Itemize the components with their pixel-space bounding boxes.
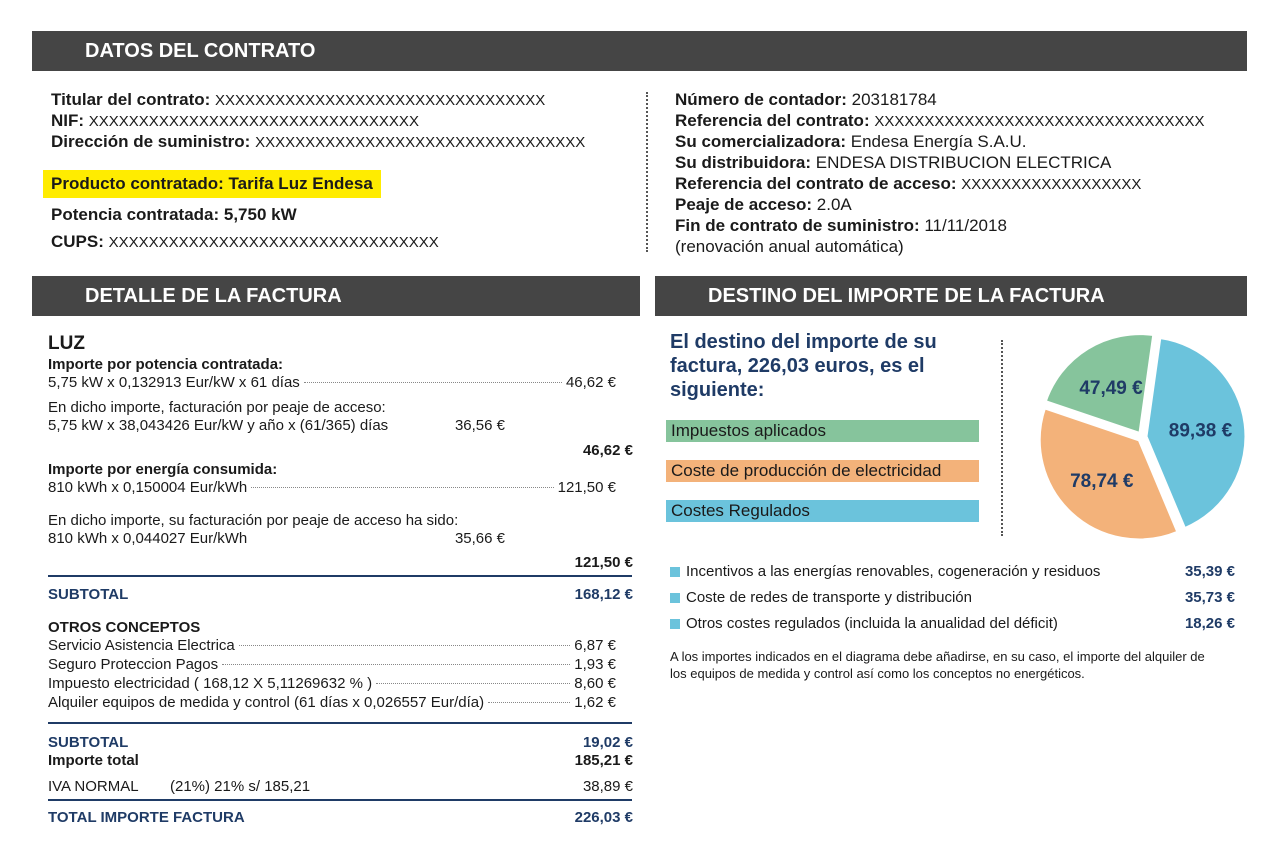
energia-title: Importe por energía consumida:: [48, 461, 278, 478]
distribuidora-label: Su distribuidora:: [675, 153, 811, 172]
legend-impuestos: [666, 420, 979, 442]
contract-header: [32, 31, 1247, 71]
peaje-value: 2.0A: [816, 195, 852, 214]
leader-dots: [488, 702, 570, 703]
distribuidora-value: ENDESA DISTRIBUCION ELECTRICA: [815, 153, 1112, 172]
leader-dots: [251, 487, 553, 488]
importe-total-value: 185,21 €: [574, 752, 633, 769]
peaje-row: [675, 194, 852, 215]
fin-row: [675, 215, 1007, 236]
peaje-en-line: 810 kWh x 0,044027 Eur/kWh: [48, 530, 248, 547]
iva-value: 38,89 €: [582, 778, 633, 795]
potencia-total: 46,62 €: [582, 442, 633, 459]
nif-value: XXXXXXXXXXXXXXXXXXXXXXXXXXXXXXXXX: [88, 113, 419, 130]
detail-amount: 35,73 €: [1184, 589, 1235, 606]
leader-dots: [304, 382, 562, 383]
fin-value: 11/11/2018: [924, 216, 1007, 235]
destino-header-title: DESTINO DEL IMPORTE DE LA FACTURA: [708, 284, 1105, 307]
bullet-square-icon: [670, 567, 680, 577]
referencia-label: Referencia del contrato:: [675, 111, 870, 130]
potencia-text: Potencia contratada: 5,750 kW: [51, 205, 297, 224]
potencia-line: [48, 373, 616, 392]
direccion-label: Dirección de suministro:: [51, 132, 251, 151]
otros-row-label: Alquiler equipos de medida y control (61 días x 0,026557 Eur/día): [48, 694, 485, 711]
cups-row: [51, 231, 439, 253]
energia-line: [48, 478, 616, 497]
divider: [48, 722, 632, 724]
otros-row-label: Servicio Asistencia Electrica: [48, 637, 235, 654]
pie-value-label: 89,38 €: [1168, 420, 1233, 442]
renovacion-text: (renovación anual automática): [675, 237, 904, 256]
fin-label: Fin de contrato de suministro:: [675, 216, 920, 235]
contract-divider: [646, 92, 648, 252]
pie-value-label: 47,49 €: [1079, 377, 1143, 399]
leader-dots: [222, 664, 570, 665]
otros-row: [48, 674, 616, 693]
producto-text: Producto contratado: Tarifa Luz Endesa: [51, 174, 373, 193]
direccion-row: [51, 131, 585, 153]
energia-line-amount: 121,50 €: [557, 479, 616, 496]
pie-value-label: 78,74 €: [1070, 471, 1134, 493]
destino-note: A los importes indicados en el diagrama debe añadirse, en su caso, el importe del alquiler de los equipos de medida y control así como los conceptos no energéticos.: [670, 649, 1205, 681]
direccion-value: XXXXXXXXXXXXXXXXXXXXXXXXXXXXXXXXX: [255, 134, 586, 151]
leader-dots: [376, 683, 570, 684]
renovacion-row: [675, 236, 904, 257]
titular-label: Titular del contrato:: [51, 90, 211, 109]
detail-amount: 35,39 €: [1184, 563, 1235, 580]
legend-impuestos-label: Impuestos aplicados: [671, 421, 826, 440]
bullet-square-icon: [670, 593, 680, 603]
subtotal1-label: SUBTOTAL: [48, 586, 129, 603]
peaje-en-intro: En dicho importe, su facturación por peaje de acceso ha sido:: [48, 512, 459, 529]
otros-row: [48, 693, 616, 712]
detalle-header: [32, 276, 640, 316]
total-label: TOTAL IMPORTE FACTURA: [48, 809, 245, 826]
potencia-row: [51, 204, 297, 225]
pie-chart: [1030, 325, 1254, 549]
subtotal2-label: SUBTOTAL: [48, 734, 129, 751]
potencia-line-amount: 46,62 €: [565, 374, 616, 391]
iva-detail: (21%) 21% s/ 185,21: [170, 778, 311, 795]
titular-value: XXXXXXXXXXXXXXXXXXXXXXXXXXXXXXXXX: [215, 92, 546, 109]
nif-label: NIF:: [51, 111, 85, 130]
ref-acceso-value: XXXXXXXXXXXXXXXXXX: [961, 176, 1142, 193]
legend-regulados-label: Costes Regulados: [671, 501, 810, 520]
otros-row-label: Impuesto electricidad ( 168,12 X 5,11269632 % ): [48, 675, 373, 692]
destino-intro: El destino del importe de su factura, 226,03 euros, es el siguiente:: [670, 331, 937, 401]
comercializadora-value: Endesa Energía S.A.U.: [850, 132, 1027, 151]
comercializadora-label: Su comercializadora:: [675, 132, 847, 151]
referencia-value: XXXXXXXXXXXXXXXXXXXXXXXXXXXXXXXXX: [874, 113, 1205, 130]
otros-row-amount: 1,62 €: [574, 694, 616, 711]
referencia-row: [675, 110, 1205, 132]
comercializadora-row: [675, 131, 1027, 152]
detail-label: Incentivos a las energías renovables, cogeneración y residuos: [686, 563, 1101, 580]
distribuidora-row: [675, 152, 1111, 173]
subtotal2-value: 19,02 €: [582, 734, 633, 751]
detalle-header-title: DETALLE DE LA FACTURA: [85, 284, 342, 307]
divider: [48, 799, 632, 801]
legend-produccion: [666, 460, 979, 482]
otros-row: [48, 636, 616, 655]
destino-header: [655, 276, 1247, 316]
leader-dots: [239, 645, 571, 646]
detail-label: Otros costes regulados (incluida la anualidad del déficit): [686, 615, 1058, 632]
importe-total-label: Importe total: [48, 752, 139, 769]
contador-row: [675, 89, 937, 110]
peaje-pot-line: 5,75 kW x 38,043426 Eur/kW y año x (61/365) días: [48, 417, 389, 434]
cups-label: CUPS:: [51, 232, 104, 251]
nif-row: [51, 110, 419, 132]
detail-label: Coste de redes de transporte y distribución: [686, 589, 972, 606]
divider: [48, 575, 632, 577]
contador-value: 203181784: [851, 90, 937, 109]
peaje-pot-amount: 36,56 €: [454, 417, 505, 434]
iva-label: IVA NORMAL: [48, 778, 139, 795]
peaje-en-amount: 35,66 €: [454, 530, 505, 547]
peaje-label: Peaje de acceso:: [675, 195, 813, 214]
potencia-title: Importe por potencia contratada:: [48, 356, 284, 373]
legend-produccion-label: Coste de producción de electricidad: [671, 461, 942, 480]
cups-value: XXXXXXXXXXXXXXXXXXXXXXXXXXXXXXXXX: [108, 234, 439, 251]
destino-divider: [1001, 340, 1003, 536]
legend-regulados: [666, 500, 979, 522]
ref-acceso-row: [675, 173, 1141, 195]
total-value: 226,03 €: [574, 809, 633, 826]
subtotal1-value: 168,12 €: [574, 586, 633, 603]
energia-line-label: 810 kWh x 0,150004 Eur/kWh: [48, 479, 248, 496]
otros-row-label: Seguro Proteccion Pagos: [48, 656, 219, 673]
otros-row-amount: 6,87 €: [574, 637, 616, 654]
otros-row-amount: 8,60 €: [574, 675, 616, 692]
potencia-line-label: 5,75 kW x 0,132913 Eur/kW x 61 días: [48, 374, 300, 391]
contract-header-title: DATOS DEL CONTRATO: [85, 39, 316, 62]
bullet-square-icon: [670, 619, 680, 629]
otros-row: [48, 655, 616, 674]
peaje-pot-intro: En dicho importe, facturación por peaje de acceso:: [48, 399, 386, 416]
contador-label: Número de contador:: [675, 90, 847, 109]
ref-acceso-label: Referencia del contrato de acceso:: [675, 174, 957, 193]
luz-title: LUZ: [48, 333, 85, 354]
detail-amount: 18,26 €: [1184, 615, 1235, 632]
producto-highlight: [43, 170, 381, 198]
titular-row: [51, 89, 545, 111]
energia-total: 121,50 €: [574, 554, 633, 571]
otros-row-amount: 1,93 €: [574, 656, 616, 673]
otros-title: OTROS CONCEPTOS: [48, 619, 201, 636]
